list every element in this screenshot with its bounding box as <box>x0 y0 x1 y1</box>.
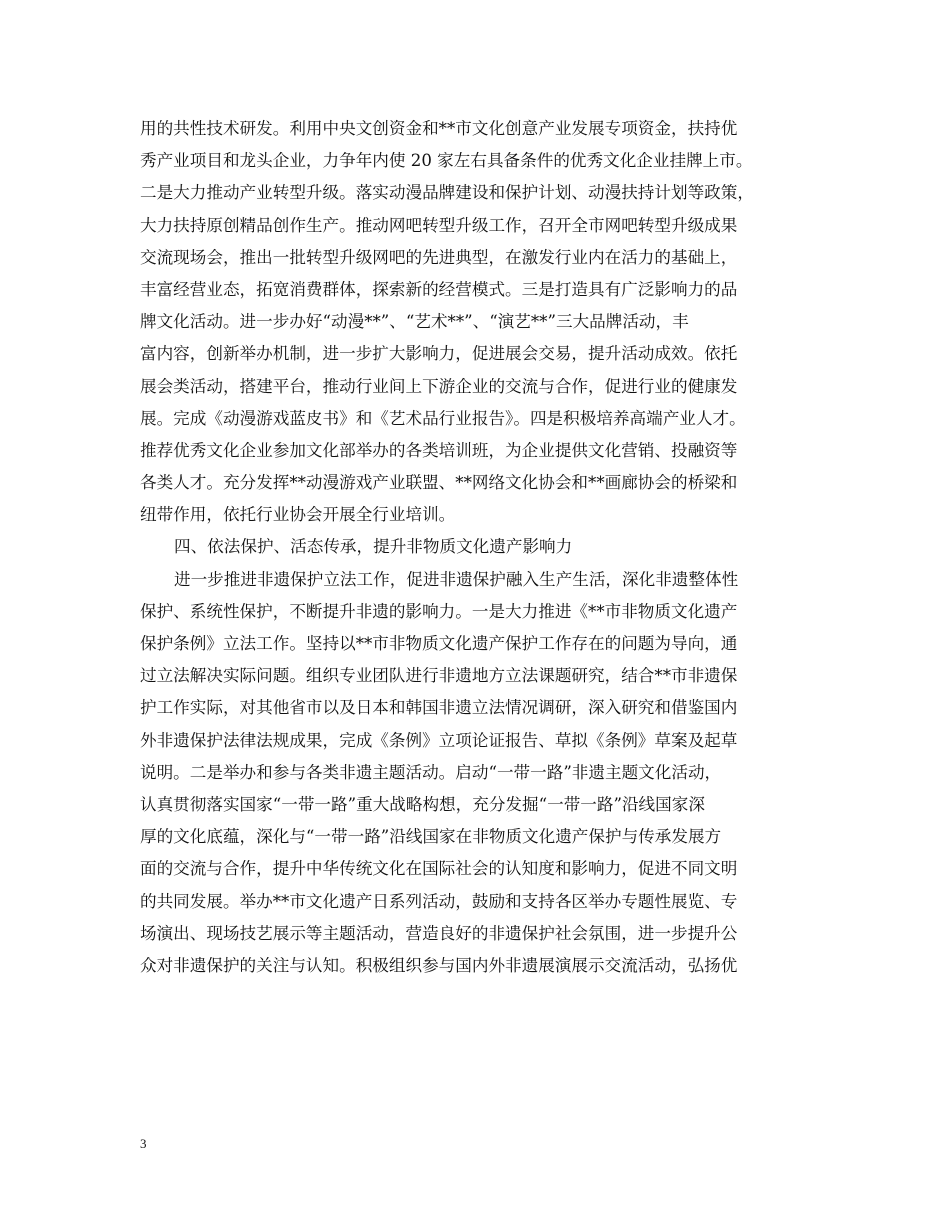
section-heading: 四、依法保护、活态传承，提升非物质文化遗产影响力 <box>174 537 573 557</box>
text-line: 认真贯彻落实国家“一带一路”重大战略构想，充分发掘“一带一路”沿线国家深 <box>140 794 705 814</box>
text-line: 场演出、现场技艺展示等主题活动，营造良好的非遗保护社会氛围，进一步提升公 <box>140 923 738 943</box>
text-line: 丰富经营业态，拓宽消费群体，探索新的经营模式。三是打造具有广泛影响力的品 <box>140 279 738 299</box>
text-line: 保护、系统性保护，不断提升非遗的影响力。一是大力推进《**市非物质文化遗产 <box>140 601 738 621</box>
body-text <box>140 113 820 982</box>
text-line: 用的共性技术研发。利用中央文创资金和**市文化创意产业发展专项资金，扶持优 <box>140 119 738 138</box>
text-line: 展会类活动，搭建平台，推动行业间上下游企业的交流与合作，促进行业的健康发 <box>140 376 738 396</box>
text-line: 外非遗保护法律法规成果，完成《条例》立项论证报告、草拟《条例》草案及起草 <box>140 730 738 750</box>
text-line: 厚的文化底蕴，深化与“一带一路”沿线国家在非物质文化遗产保护与传承发展方 <box>140 827 722 847</box>
text-line: 秀产业项目和龙头企业，力争年内使 20 家左右具备条件的优秀文化企业挂牌上市。 <box>140 151 753 171</box>
text-line: 护工作实际，对其他省市以及日本和韩国非遗立法情况调研，深入研究和借鉴国内 <box>140 698 738 718</box>
text-line: 富内容，创新举办机制，进一步扩大影响力，促进展会交易，提升活动成效。依托 <box>140 344 738 364</box>
text-line: 纽带作用，依托行业协会开展全行业培训。 <box>140 505 456 525</box>
text-line: 牌文化活动。进一步办好“动漫**”、“艺术**”、“演艺**”三大品牌活动，丰 <box>140 312 689 332</box>
text-line: 各类人才。充分发挥**动漫游戏产业联盟、**网络文化协会和**画廊协会的桥梁和 <box>140 473 738 493</box>
text-line: 保护条例》立法工作。坚持以**市非物质文化遗产保护工作存在的问题为导向，通 <box>140 634 738 653</box>
page-number: 3 <box>140 1136 147 1151</box>
text-line: 过立法解决实际问题。组织专业团队进行非遗地方立法课题研究，结合**市非遗保 <box>140 666 738 686</box>
text-line: 展。完成《动漫游戏蓝皮书》和《艺术品行业报告》。四是积极培养高端产业人才。 <box>140 408 746 428</box>
paragraph-first-line: 进一步推进非遗保护立法工作，促进非遗保护融入生产生活，深化非遗整体性 <box>174 569 739 589</box>
text-line: 大力扶持原创精品创作生产。推动网吧转型升级工作，召开全市网吧转型升级成果 <box>140 215 738 235</box>
text-line: 的共同发展。举办**市文化遗产日系列活动，鼓励和支持各区举办专题性展览、专 <box>140 891 738 911</box>
text-line: 说明。二是举办和参与各类非遗主题活动。启动“一带一路”非遗主题文化活动， <box>140 762 722 782</box>
text-line: 众对非遗保护的关注与认知。积极组织参与国内外非遗展演展示交流活动，弘扬优 <box>140 955 738 975</box>
text-line: 交流现场会，推出一批转型升级网吧的先进典型，在激发行业内在活力的基础上， <box>140 247 738 267</box>
text-line: 面的交流与合作，提升中华传统文化在国际社会的认知度和影响力，促进不同文明 <box>140 859 738 879</box>
text-line: 二是大力推动产业转型升级。落实动漫品牌建设和保护计划、动漫扶持计划等政策， <box>140 183 754 203</box>
text-line: 推荐优秀文化企业参加文化部举办的各类培训班，为企业提供文化营销、投融资等 <box>140 440 738 460</box>
